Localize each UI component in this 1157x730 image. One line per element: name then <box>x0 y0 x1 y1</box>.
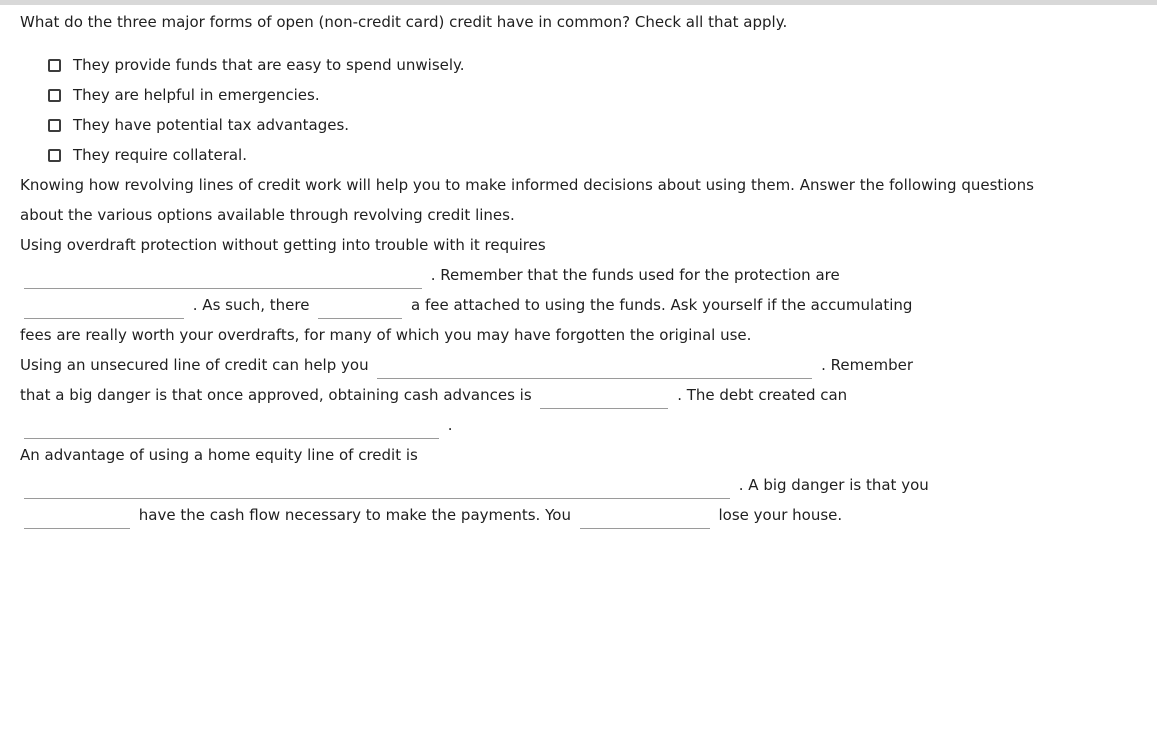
unsecured-paragraph <box>20 350 1110 440</box>
checkbox-option <box>48 80 1137 110</box>
checkbox-option-label: They have potential tax advantages. <box>73 116 350 134</box>
checkbox-option <box>48 140 1137 170</box>
checkbox-option-2[interactable] <box>48 89 61 102</box>
answer-blank-unsecured-3[interactable] <box>24 419 439 439</box>
answer-blank-overdraft-1[interactable] <box>24 269 422 289</box>
check-all-options <box>48 50 1137 170</box>
checkbox-option-label: They provide funds that are easy to spend unwisely. <box>73 56 465 74</box>
paragraph-text: An advantage of using a home equity line of credit is <box>20 446 418 464</box>
paragraph-text: fees are really worth your overdrafts, for many of which you may have forgotten the original use. <box>20 326 752 344</box>
answer-blank-home-equity-3[interactable] <box>580 509 710 529</box>
checkbox-option-label: They require collateral. <box>73 146 247 164</box>
overdraft-paragraph <box>20 230 1110 350</box>
answer-blank-unsecured-1[interactable] <box>377 359 812 379</box>
question-prompt: What do the three major forms of open (non-credit card) credit have in common? Check all that apply. <box>20 13 788 31</box>
home-equity-paragraph <box>20 440 1110 530</box>
paragraph-text: Using overdraft protection without getting into trouble with it requires <box>20 236 546 254</box>
checkbox-option-1[interactable] <box>48 59 61 72</box>
paragraph-text: lose your house. <box>713 506 843 524</box>
checkbox-option <box>48 50 1137 80</box>
checkbox-option <box>48 110 1137 140</box>
checkbox-option-3[interactable] <box>48 119 61 132</box>
answer-blank-overdraft-2[interactable] <box>24 299 184 319</box>
answer-blank-home-equity-1[interactable] <box>24 479 730 499</box>
paragraph-text: . <box>443 416 453 434</box>
paragraph-text: a fee attached to using the funds. Ask yourself if the accumulating <box>406 296 913 314</box>
paragraph-text: Using an unsecured line of credit can help you <box>20 356 374 374</box>
question-content <box>0 5 1157 530</box>
paragraph-text: . As such, there <box>188 296 315 314</box>
paragraph-text: . Remember that the funds used for the protection are <box>426 266 840 284</box>
answer-blank-overdraft-3[interactable] <box>318 299 402 319</box>
answer-blank-unsecured-2[interactable] <box>540 389 668 409</box>
paragraph-text: that a big danger is that once approved, obtaining cash advances is <box>20 386 537 404</box>
paragraph-text: have the cash flow necessary to make the payments. You <box>134 506 576 524</box>
intro-paragraph: Knowing how revolving lines of credit work will help you to make informed decisions about using them. Answer the following questions about the various options available through revolving credit lines. <box>20 176 1034 224</box>
answer-blank-home-equity-2[interactable] <box>24 509 130 529</box>
checkbox-option-4[interactable] <box>48 149 61 162</box>
checkbox-option-label: They are helpful in emergencies. <box>73 86 320 104</box>
paragraph-text: . Remember <box>816 356 913 374</box>
paragraph-text: . The debt created can <box>672 386 848 404</box>
paragraph-text: . A big danger is that you <box>734 476 929 494</box>
